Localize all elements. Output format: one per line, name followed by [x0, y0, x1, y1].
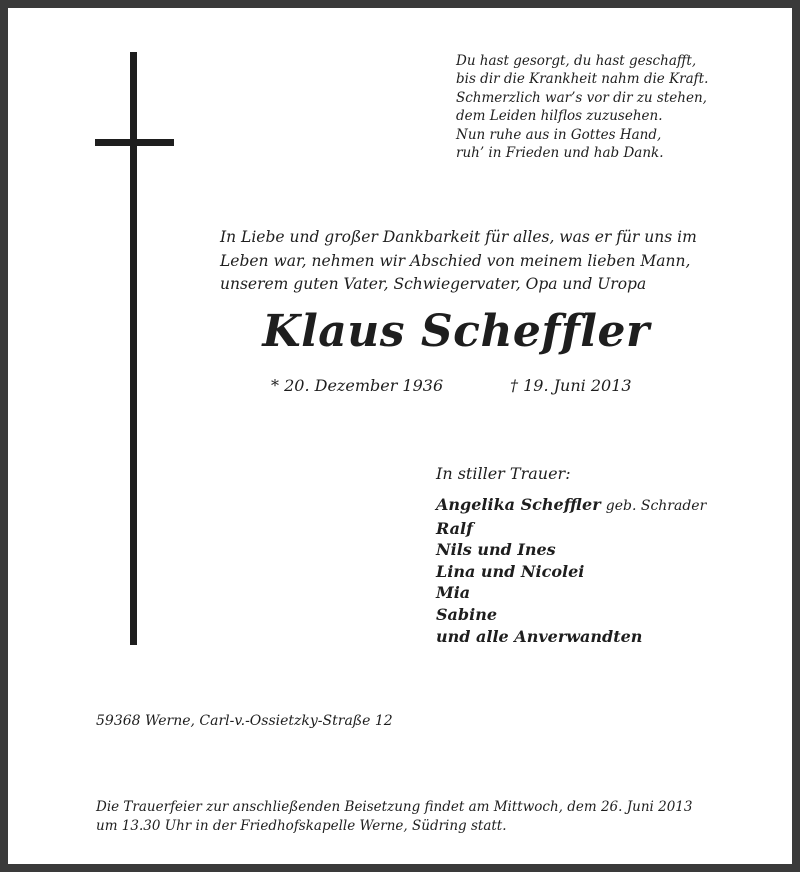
poem-line: Du hast gesorgt, du hast geschafft, [456, 53, 697, 69]
mourner-item: Mia [436, 583, 471, 603]
mourner-name: Angelika Scheffler [436, 495, 601, 514]
deceased-name: Klaus Scheffler [262, 306, 650, 357]
mourner-item: Nils und Ines [436, 540, 556, 560]
poem-line: dem Leiden hilflos zuzusehen. [456, 108, 663, 125]
birth-date: * 20. Dezember 1936 [271, 376, 444, 395]
mourner-maiden-name: geb. Schrader [605, 498, 707, 514]
poem-line: Nun ruhe aus in Gottes Hand, [456, 126, 662, 143]
poem-line: bis dir die Krankheit nahm die Kraft. [456, 71, 709, 88]
poem [456, 52, 708, 162]
intro-line: unserem guten Vater, Schwiegervater, Opa und Uropa [220, 275, 647, 293]
poem-line: Schmerzlich war’s vor dir zu stehen, [456, 89, 707, 106]
mourner-item [436, 494, 706, 518]
mourner-item: und alle Anverwandten [436, 626, 643, 646]
mourner-item: Lina und Nicolei [436, 561, 585, 581]
mourner-item: Ralf [436, 518, 473, 538]
funeral-info [96, 798, 692, 836]
cross-horizontal-bar [95, 139, 174, 146]
funeral-line: Die Trauerfeier zur anschließenden Beisetzung findet am Mittwoch, dem 26. Juni 2013 [96, 799, 693, 815]
poem-line: ruh’ in Frieden und hab Dank. [456, 145, 664, 162]
mourner-item: Sabine [436, 604, 497, 624]
intro-line: In Liebe und großer Dankbarkeit für alles, was er für uns im [220, 228, 697, 246]
mourners-list [436, 494, 706, 647]
funeral-line: um 13.30 Uhr in der Friedhofskapelle Werne, Südring statt. [96, 818, 507, 834]
address: 59368 Werne, Carl-v.-Ossietzky-Straße 12 [96, 713, 393, 729]
death-date: † 19. Juni 2013 [510, 376, 632, 395]
mourning-title: In stiller Trauer: [436, 464, 571, 483]
intro-line: Leben war, nehmen wir Abschied von meinem lieben Mann, [220, 251, 691, 270]
intro-text [220, 226, 697, 297]
